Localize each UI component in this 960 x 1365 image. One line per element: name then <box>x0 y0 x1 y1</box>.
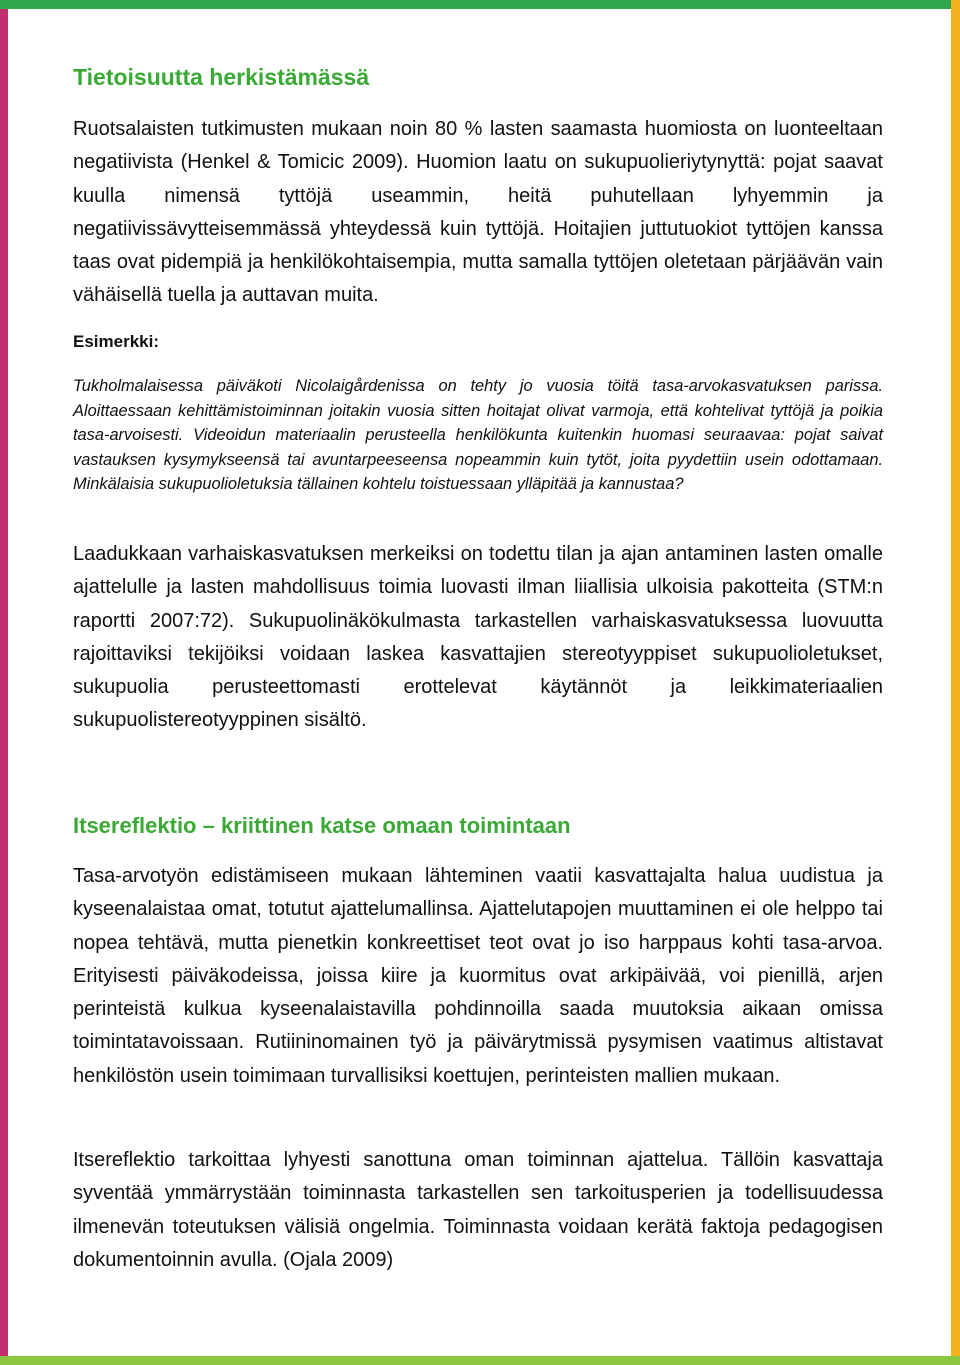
page-border-top <box>0 0 960 9</box>
example-text: Tukholmalaisessa päiväkoti Nicolaigårdenissa on tehty jo vuosia töitä tasa-arvokasvatuksen parissa. Aloittaessaan kehittämistoiminnan joitakin vuosia sitten hoitajat olivat varmoja, että kohtelivat tyttöjä ja poikia tasa-arvoisesti. Videoidun materiaalin perusteella henkilökunta kuitenkin huomasi seuraavaa: pojat saivat vastauksen kysymykseensä tai avuntarpeeseensa nopeammin kuin tytöt, joita pyydettiin usein odottamaan. Minkälaisia sukupuolioletuksia tällainen kohtelu toistuessaan ylläpitää ja kannustaa? <box>73 377 883 494</box>
paragraph-attention-research: Ruotsalaisten tutkimusten mukaan noin 80 % lasten saamasta huomiosta on luonteeltaan negatiivista (Henkel & Tomicic 2009). Huomion laatu on sukupuolieriytynyttä: pojat saavat kuulla nimensä tyttöjä useammin, heitä puhutellaan lyhyemmin ja negatiivissävytteisemmässä yhteydessä kuin tyttöjä. Hoitajien juttutuokiot tyttöjen kanssa taas ovat pidempiä ja henkilökohtaisempia, mutta samalla tyttöjen oletetaan pärjäävän vain vähäisellä tuella ja auttavan muita. <box>73 118 883 307</box>
section-heading-self-reflection: Itsereflektio – kriittinen katse omaan toimintaan <box>73 813 571 838</box>
page-border-bottom <box>0 1356 960 1365</box>
page-border-left <box>0 0 8 1365</box>
paragraph-self-reflection-definition: Itsereflektio tarkoittaa lyhyesti sanottuna oman toiminnan ajattelua. Tällöin kasvattaja syventää ymmärrystään toiminnasta tarkastellen sen tarkoitusperien ja todellisuudessa ilmenevän toteutuksen välisiä ongelmia. Toiminnasta voidaan kerätä faktoja pedagogisen dokumentoinnin avulla. (Ojala 2009) <box>73 1149 883 1271</box>
page-border-right <box>951 0 960 1365</box>
paragraph-equality-work: Tasa-arvotyön edistämiseen mukaan lähteminen vaatii kasvattajalta halua uudistua ja kyseenalaistaa omat, totutut ajattelumallinsa. Ajattelutapojen muuttaminen ei ole helppo tai nopea tehtävä, mutta pienetkin konkreettiset teot ovat jo iso harppaus kohti tasa-arvoa. Erityisesti päiväkodeissa, joissa kiire ja kuormitus ovat arkipäivää, voi pienillä, arjen perinteistä kulkua kyseenalaistavilla pohdinnoilla saada muutoksia aikaan omissa toimintatavoissaan. Rutiininomainen työ ja päivärytmissä pysymisen vaatimus altistavat henkilöstön usein toimimaan turvallisiksi koettujen, perinteisten mallien mukaan. <box>73 865 883 1087</box>
example-label: Esimerkki: <box>73 332 159 351</box>
section-heading-awareness: Tietoisuutta herkistämässä <box>73 64 370 90</box>
paragraph-quality-education: Laadukkaan varhaiskasvatuksen merkeiksi on todettu tilan ja ajan antaminen lasten omalle ajattelulle ja lasten mahdollisuus toimia luovasti ilman liiallisia ulkoisia pakotteita (STM:n raportti 2007:72). Sukupuolinäkökulmasta tarkastellen varhaiskasvatuksessa luovuutta rajoittaviksi tekijöiksi voidaan laskea kasvattajien stereotyyppiset sukupuolioletukset, sukupuolia perusteettomasti erottelevat käytännöt ja leikkimateriaalien sukupuolistereotyyppinen sisältö. <box>73 543 883 732</box>
